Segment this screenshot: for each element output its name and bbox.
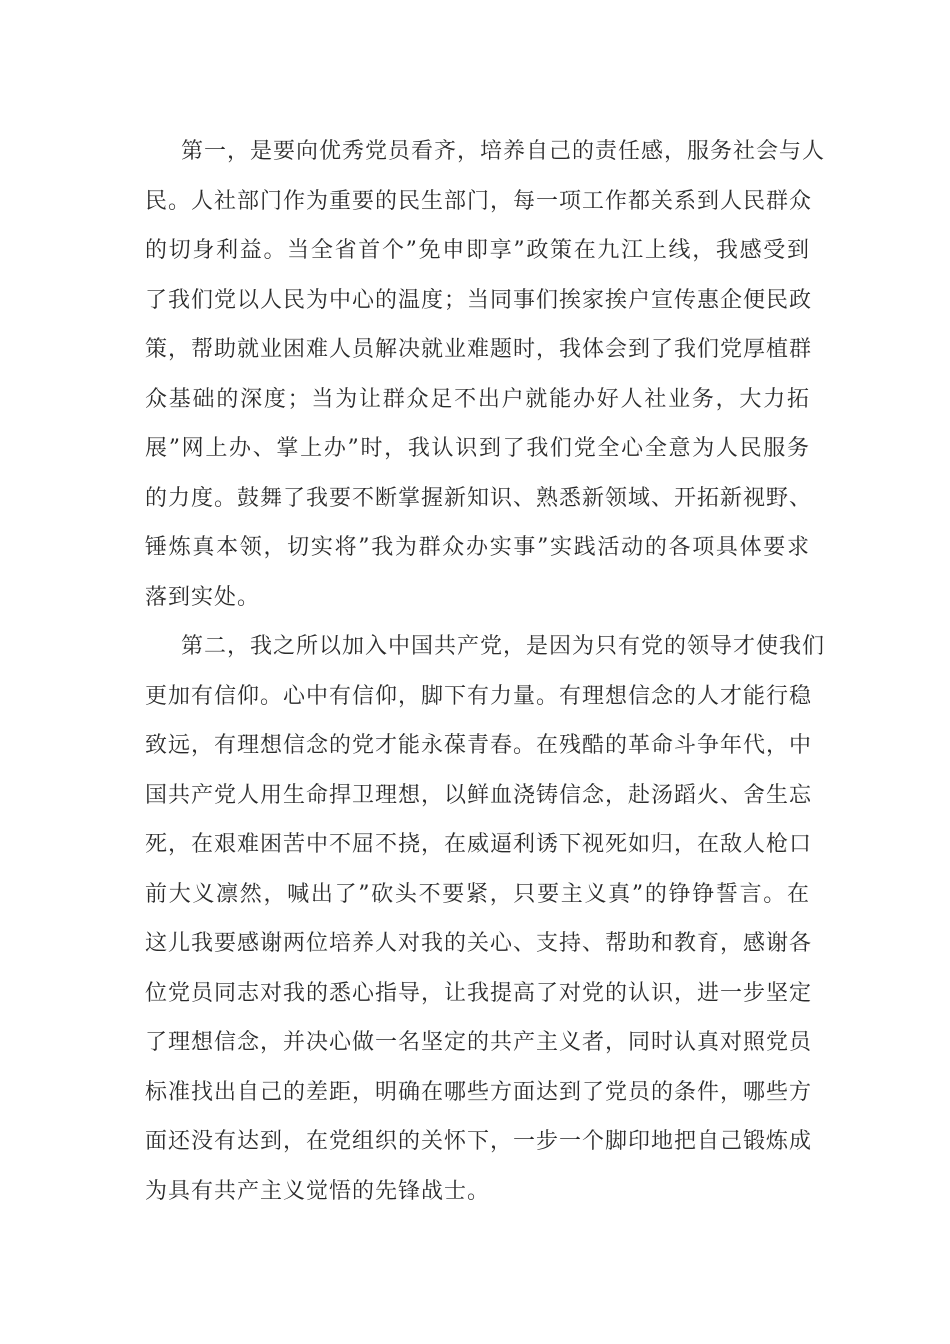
paragraph-line: 第二，我之所以加入中国共产党，是因为只有党的领导才使我们 bbox=[181, 634, 826, 659]
paragraph-line: 前大义凛然，喊出了”砍头不要紧，只要主义真”的铮铮誓言。在 bbox=[145, 882, 810, 907]
paragraph-line: 更加有信仰。心中有信仰，脚下有力量。有理想信念的人才能行稳 bbox=[145, 684, 813, 709]
paragraph-line: 民。人社部门作为重要的民生部门，每一项工作都关系到人民群众 bbox=[145, 189, 813, 214]
paragraph-line: 了我们党以人民为中心的温度；当同事们挨家挨户宣传惠企便民政 bbox=[145, 288, 813, 313]
paragraph-line: 了理想信念，并决心做一名坚定的共产主义者，同时认真对照党员 bbox=[145, 1030, 813, 1055]
paragraph-line: 展”网上办、掌上办”时，我认识到了我们党全心全意为人民服务 bbox=[145, 436, 810, 461]
paragraph-line: 死，在艰难困苦中不屈不挠，在威逼利诱下视死如归，在敌人枪口 bbox=[145, 832, 813, 857]
paragraph-line: 这儿我要感谢两位培养人对我的关心、支持、帮助和教育，感谢各 bbox=[145, 931, 813, 956]
paragraph-line: 为具有共产主义觉悟的先锋战士。 bbox=[145, 1179, 491, 1204]
paragraph-line: 策，帮助就业困难人员解决就业难题时，我体会到了我们党厚植群 bbox=[145, 337, 813, 362]
paragraph-line: 的切身利益。当全省首个”免申即享”政策在九江上线，我感受到 bbox=[145, 238, 810, 263]
paragraph-line: 众基础的深度；当为让群众足不出户就能办好人社业务，大力拓 bbox=[145, 387, 810, 412]
paragraph-line: 第一，是要向优秀党员看齐，培养自己的责任感，服务社会与人 bbox=[181, 139, 826, 164]
paragraph-line: 国共产党人用生命捍卫理想，以鲜血浇铸信念，赴汤蹈火、舍生忘 bbox=[145, 783, 813, 808]
paragraph-line: 标准找出自己的差距，明确在哪些方面达到了党员的条件，哪些方 bbox=[145, 1080, 813, 1105]
paragraph-line: 位党员同志对我的悉心指导，让我提高了对党的认识，进一步坚定 bbox=[145, 981, 813, 1006]
paragraph-line: 面还没有达到，在党组织的关怀下，一步一个脚印地把自己锻炼成 bbox=[145, 1129, 813, 1154]
paragraph-line: 的力度。鼓舞了我要不断掌握新知识、熟悉新领域、开拓新视野、 bbox=[145, 486, 813, 511]
paragraph-line: 锤炼真本领，切实将”我为群众办实事”实践活动的各项具体要求 bbox=[145, 535, 810, 560]
paragraph-line: 落到实处。 bbox=[145, 585, 261, 610]
paragraph-line: 致远，有理想信念的党才能永葆青春。在残酷的革命斗争年代，中 bbox=[145, 733, 813, 758]
